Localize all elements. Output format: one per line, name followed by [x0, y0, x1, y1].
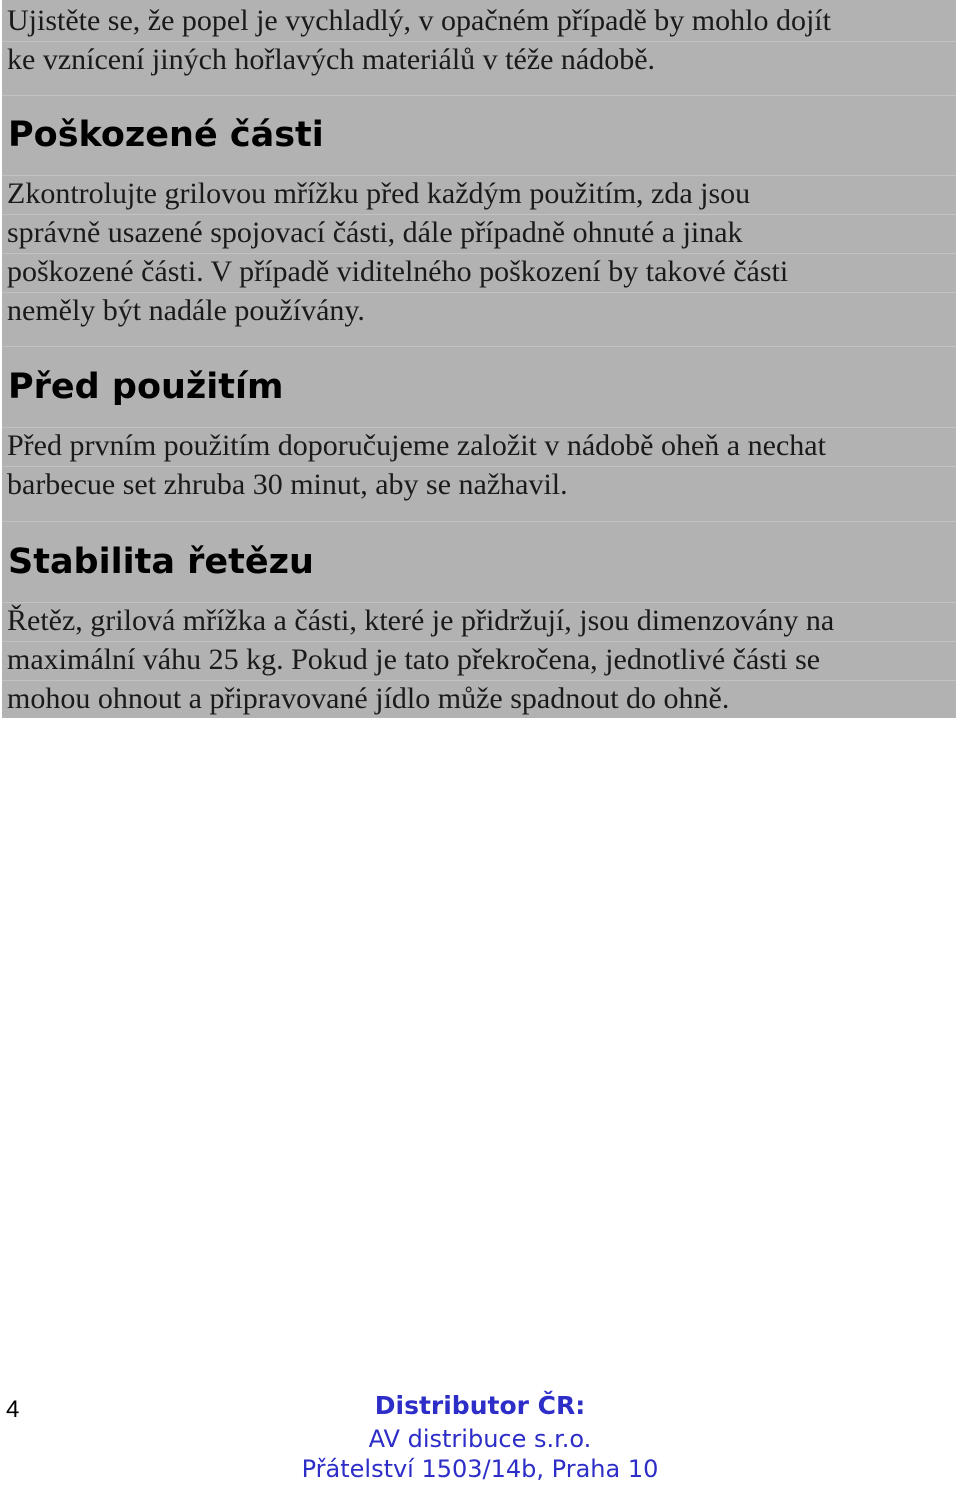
line-separator [2, 602, 956, 603]
content-block [2, 0, 956, 718]
line-separator [2, 253, 956, 254]
line-separator [2, 641, 956, 642]
section-heading: Stabilita řetězu [8, 542, 314, 582]
paragraph-line: maximální váhu 25 kg. Pokud je tato překročena, jednotlivé části se [7, 643, 821, 676]
company-name: AV distribuce s.r.o. [368, 1425, 592, 1453]
line-separator [2, 521, 956, 522]
line-separator [2, 466, 956, 467]
section-heading: Poškozené části [8, 115, 324, 155]
paragraph-line: správně usazené spojovací části, dále případně ohnuté a jinak [7, 216, 743, 249]
paragraph-line: Zkontrolujte grilovou mřížku před každým použitím, zda jsou [7, 177, 751, 210]
line-separator [2, 175, 956, 176]
paragraph-line: Před prvním použitím doporučujeme založit v nádobě oheň a nechat [7, 429, 826, 462]
intro-line: Ujistěte se, že popel je vychladlý, v opačném případě by mohlo dojít [7, 4, 831, 37]
line-separator [2, 95, 956, 96]
line-separator [2, 292, 956, 293]
paragraph-line: neměly být nadále používány. [7, 294, 365, 327]
line-separator [2, 346, 956, 347]
line-separator [2, 214, 956, 215]
line-separator [2, 427, 956, 428]
paragraph-line: Řetěz, grilová mřížka a části, které je přidržují, jsou dimenzovány na [7, 604, 835, 637]
section-heading: Před použitím [8, 367, 284, 407]
paragraph-line: poškozené části. V případě viditelného poškození by takové části [7, 255, 789, 288]
company-address: Přátelství 1503/14b, Praha 10 [301, 1455, 659, 1483]
paragraph-line: barbecue set zhruba 30 minut, aby se nažhavil. [7, 468, 568, 501]
page-number: 4 [6, 1396, 20, 1423]
distributor-title: Distributor ČR: [374, 1391, 586, 1420]
line-separator [2, 680, 956, 681]
line-separator [2, 41, 956, 42]
intro-line: ke vznícení jiných hořlavých materiálů v téže nádobě. [7, 43, 656, 76]
paragraph-line: mohou ohnout a připravované jídlo může spadnout do ohně. [7, 682, 730, 715]
